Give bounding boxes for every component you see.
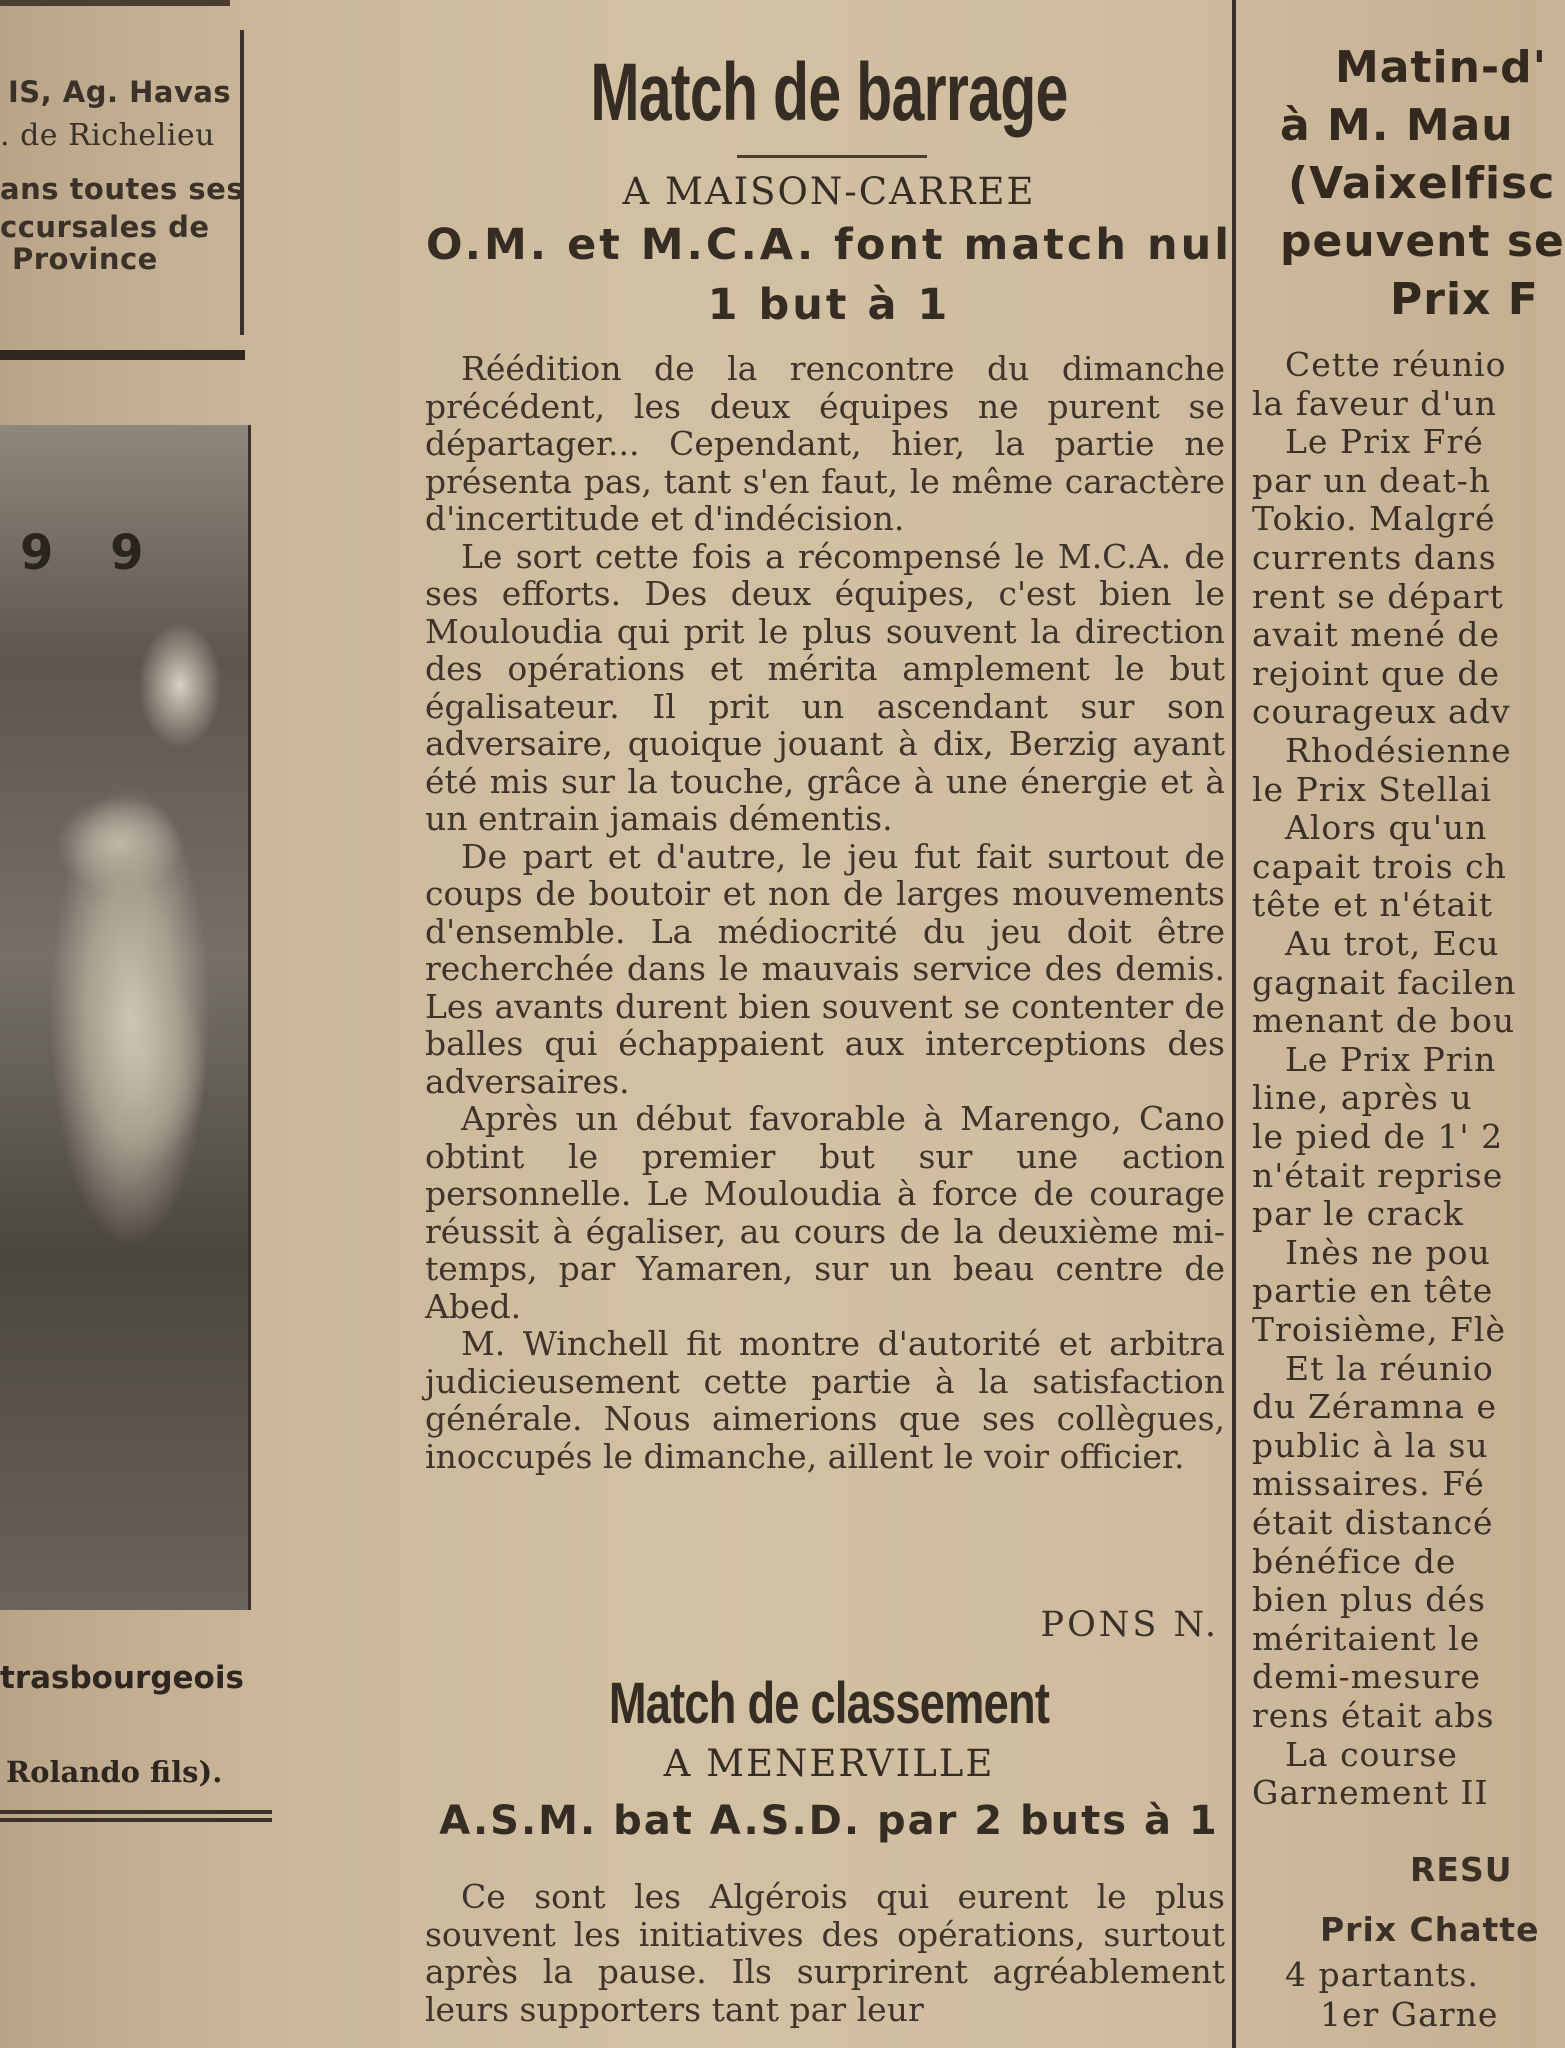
results-line: 1er Garne <box>1320 1995 1499 2034</box>
masthead-line: . de Richelieu <box>0 118 215 153</box>
right-text-line: le pied de 1' 2 <box>1252 1117 1504 1156</box>
results-heading: RESU <box>1410 1850 1513 1889</box>
right-text-line: du Zéramna e <box>1252 1387 1498 1427</box>
right-text-line: rens était abs <box>1252 1696 1495 1735</box>
right-text-line: Le Prix Fré <box>1285 422 1484 462</box>
photo-caption: Rolando fils). <box>6 1755 223 1789</box>
masthead-line: ans toutes ses <box>0 172 245 206</box>
right-text-line: public à la su <box>1252 1425 1489 1465</box>
right-text-line: Garnement II <box>1252 1773 1489 1813</box>
right-text-line: bien plus dés <box>1252 1580 1486 1620</box>
section-rule <box>0 1818 272 1822</box>
article-paragraph: M. Winchell fit montre d'autorité et arbitra judicieusement cette partie à la satisfaction générale. Nous aimerions que ses collègues, inoccupés le dimanche, aillent le voir officier. <box>425 1324 1225 1476</box>
right-text-line: missaires. Fé <box>1252 1464 1485 1504</box>
right-text-line: currents dans <box>1252 538 1497 577</box>
right-text-line: demi-mesure <box>1252 1657 1481 1697</box>
right-text-line: le Prix Stellai <box>1252 769 1492 809</box>
right-text-line: Au trot, Ecu <box>1285 924 1500 963</box>
right-text-line: par un deat-h <box>1252 460 1492 500</box>
right-headline: (Vaixelfisc <box>1288 158 1556 209</box>
right-text-line: Rhodésienne <box>1285 731 1512 770</box>
article-body <box>425 350 1225 1475</box>
right-text-line: rejoint que de <box>1252 653 1501 693</box>
right-column <box>1240 0 1565 2048</box>
results-line: 4 partants. <box>1285 1955 1479 1994</box>
article-paragraph: Réédition de la rencontre du dimanche précédent, les deux équipes ne purent se départager... Cependant, hier, la partie ne présenta pas, tant s'en faut, le même caractère d'incertitude et d'indécision. <box>425 349 1225 538</box>
right-text-line: capait trois ch <box>1252 846 1507 886</box>
right-headline: Matin-d' <box>1335 42 1548 93</box>
right-text-line: Troisième, Flè <box>1252 1310 1507 1349</box>
right-text-line: tête et n'était <box>1252 885 1493 925</box>
article-subtitle: O.M. et M.C.A. font match nul <box>426 220 1232 270</box>
right-text-line: rent se départ <box>1252 576 1504 616</box>
right-text-line: partie en tête <box>1252 1271 1494 1311</box>
article-title: Match de classement <box>608 1671 1050 1736</box>
right-text-line: méritaient le <box>1252 1618 1481 1658</box>
right-text-line: Le Prix Prin <box>1285 1039 1497 1079</box>
right-text-line: Et la réunio <box>1285 1348 1494 1388</box>
top-rule <box>0 0 230 6</box>
article-location: A MENERVILLE <box>663 1742 995 1785</box>
right-text-line: n'était reprise <box>1252 1155 1504 1195</box>
masthead-box <box>0 30 244 335</box>
right-text-line: gagnait facilen <box>1252 962 1517 1002</box>
jersey-numbers: 9 9 <box>20 525 164 581</box>
right-text-line: par le crack <box>1252 1194 1465 1234</box>
masthead-line: ccursales de <box>0 210 210 244</box>
article-subtitle: 1 but à 1 <box>707 280 951 330</box>
section-rule <box>0 350 245 360</box>
right-headline: à M. Mau <box>1280 100 1514 151</box>
photo-caption: trasbourgeois <box>0 1660 244 1696</box>
article-location: A MAISON-CARREE <box>622 170 1036 213</box>
right-text-line: menant de bou <box>1252 1001 1516 1041</box>
right-text-line: courageux adv <box>1252 692 1511 732</box>
article-subtitle: A.S.M. bat A.S.D. par 2 buts à 1 <box>439 1798 1219 1844</box>
results-line: Prix Chatte <box>1320 1910 1540 1949</box>
player-figure <box>40 755 220 1275</box>
article-paragraph: De part et d'autre, le jeu fut fait surtout de coups de boutoir et non de larges mouvements d'ensemble. La médiocrité du jeu doit être recherchée dans le mauvais service des demis. Les avants durent bien souvent se contenter de balles qui échappaient aux interceptions des adversaires. <box>425 836 1225 1101</box>
masthead-line: Province <box>12 242 158 276</box>
article-paragraph: Le sort cette fois a récompensé le M.C.A. de ses efforts. Des deux équipes, c'est bien le Mouloudia qui prit le plus souvent la direction des opérations et mérita amplement le but égalisateur. Il prit un ascendant sur son adversaire, quoique jouant à dix, Berzig ayant été mis sur la touche, grâce à une énergie et à un entrain jamais démentis. <box>425 536 1225 838</box>
sports-photo <box>0 425 251 1610</box>
right-text-line: bénéfice de <box>1252 1541 1457 1581</box>
title-rule <box>737 155 927 158</box>
right-text-line: line, après u <box>1252 1078 1473 1118</box>
right-text-line: La course <box>1285 1734 1458 1774</box>
right-text-line: avait mené de <box>1252 615 1501 655</box>
masthead-line: IS, Ag. Havas <box>8 75 232 109</box>
right-text-line: était distancé <box>1252 1503 1494 1542</box>
right-text-line: Cette réunio <box>1285 345 1507 384</box>
article-title: Match de barrage <box>590 47 1068 138</box>
right-headline: peuvent se <box>1280 216 1565 267</box>
right-headline: Prix F <box>1390 274 1539 325</box>
article-paragraph: Ce sont les Algérois qui eurent le plus souvent les initiatives des opérations, surtout après la pause. Ils surprirent agréablement leurs supporters tant par leur <box>425 1877 1225 2029</box>
section-rule <box>0 1810 272 1814</box>
article-body <box>425 1878 1225 2028</box>
right-text-line: Alors qu'un <box>1285 808 1488 848</box>
article-signature: PONS N. <box>1040 1605 1219 1645</box>
article-paragraph: Après un début favorable à Marengo, Cano obtint le premier but sur une action personnelle. Le Mouloudia à force de courage réussit à égaliser, au cours de la deuxième mi-temps, par Yamaren, sur un beau centre de Abed. <box>425 1099 1225 1326</box>
left-column <box>0 0 250 2048</box>
right-text-line: Inès ne pou <box>1285 1232 1491 1272</box>
right-text-line: la faveur d'un <box>1252 383 1497 423</box>
right-text-line: Tokio. Malgré <box>1252 499 1496 539</box>
